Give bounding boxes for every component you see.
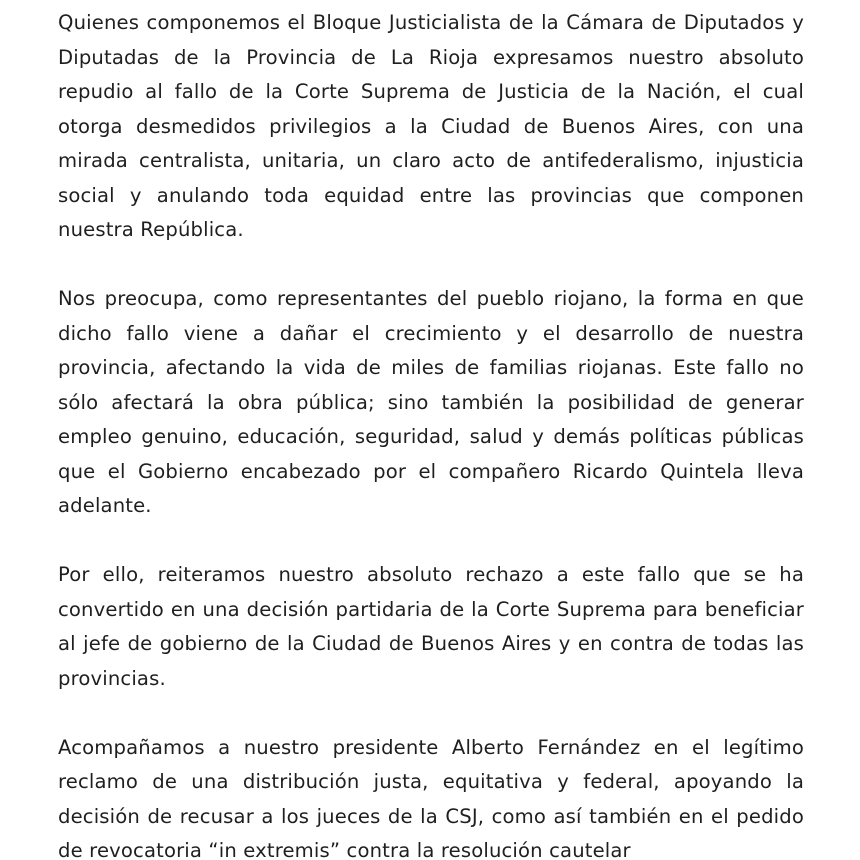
paragraph-2: Nos preocupa, como representantes del pueblo riojano, la forma en que dicho fallo viene a dañar el crecimiento y el desarrollo de nuestra provincia, afectando la vida de miles de familias riojanas. Este fallo no sólo afectará la obra pública; sino también la posibilidad de generar empleo genuino, educación, seguridad, salud y demás políticas públicas que el Gobierno encabezado por el compañero Ricardo Quintela lleva adelante. [58, 287, 804, 517]
paragraph-3: Por ello, reiteramos nuestro absoluto rechazo a este fallo que se ha convertido en una decisión partidaria de la Corte Suprema para beneficiar al jefe de gobierno de la Ciudad de Buenos Aires y en contra de todas las provincias. [58, 563, 804, 690]
paragraph-gap [58, 524, 804, 559]
paragraph-4: Acompañamos a nuestro presidente Alberto Fernández en el legítimo reclamo de una distribución justa, equitativa y federal, apoyando la decisión de recusar a los jueces de la CSJ, como así también en el pedido de revocatoria “in extremis” contra la resolución cautelar [58, 735, 804, 860]
document-body [58, 6, 804, 860]
paragraph-1: Quienes componemos el Bloque Justicialista de la Cámara de Diputados y Diputadas de la Provincia de La Rioja expresamos nuestro absoluto repudio al fallo de la Corte Suprema de Justicia de la Nación, el cual otorga desmedidos privilegios a la Ciudad de Buenos Aires, con una mirada centralista, unitaria, un claro acto de antifederalismo, injusticia social y anulando toda equidad entre las provincias que componen nuestra República. [58, 11, 804, 241]
paragraph-gap [58, 248, 804, 283]
paragraph-gap [58, 696, 804, 731]
